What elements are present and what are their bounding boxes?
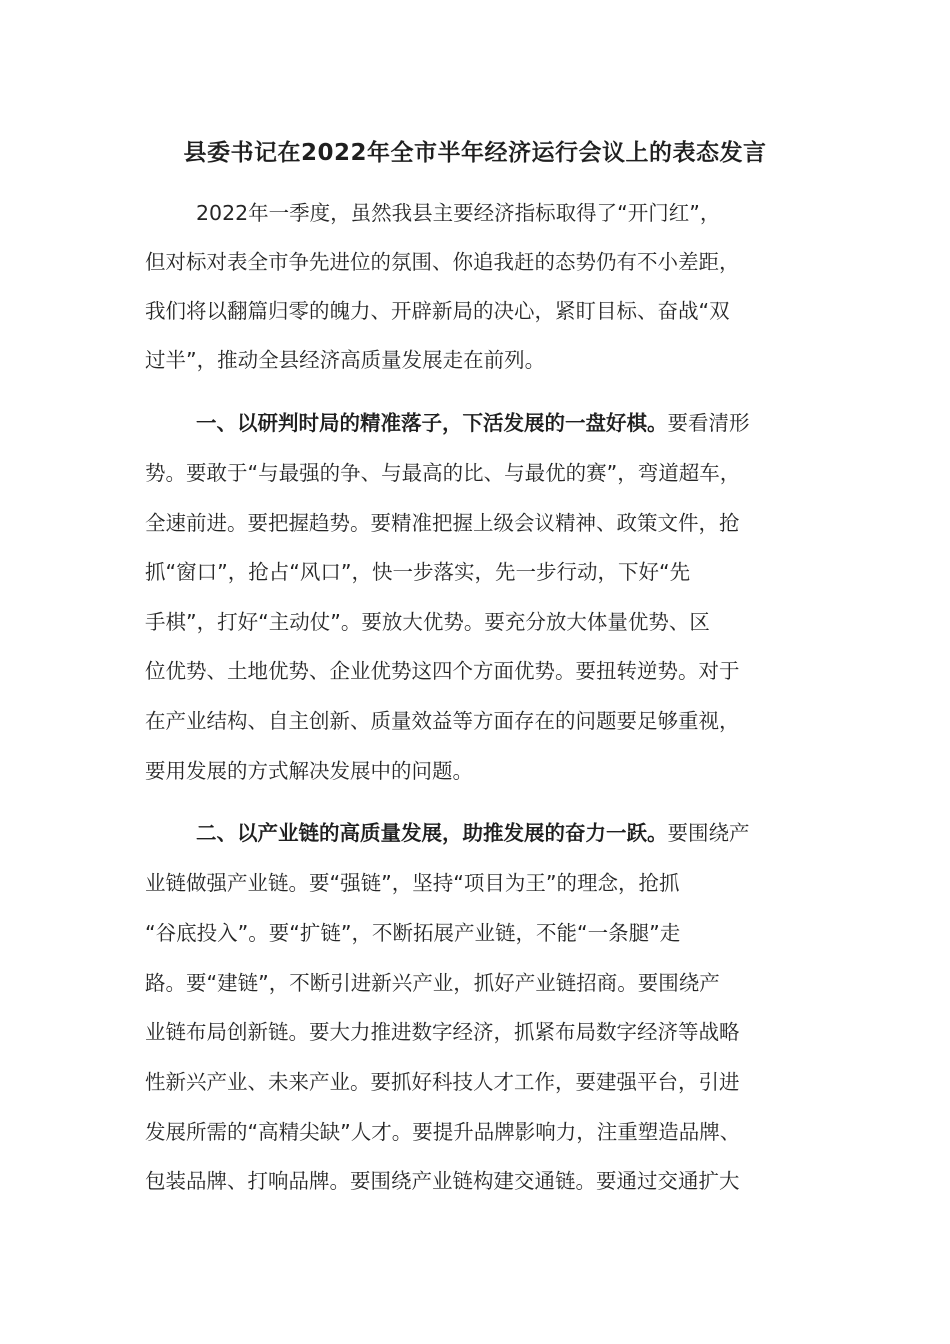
section-1-line: 全速前进。要把握趋势。要精准把握上级会议精神、政策文件，抢 [145, 511, 740, 535]
section-2-heading: 二、以产业链的高质量发展，助推发展的奋力一跃。 [196, 821, 668, 845]
section-2-line: 性新兴产业、未来产业。要抓好科技人才工作，要建强平台，引进 [145, 1070, 740, 1094]
intro-line-3: 我们将以翻篇归零的魄力、开辟新局的决心，紧盯目标、奋战“双 [145, 299, 730, 323]
section-2-line: 业链布局创新链。要大力推进数字经济，抓紧布局数字经济等战略 [145, 1020, 740, 1044]
section-1-first-line-rest: 要看清形 [667, 411, 750, 435]
section-2-line: 业链做强产业链。要“强链”，坚持“项目为王”的理念，抢抓 [145, 871, 680, 895]
section-1-line: 在产业结构、自主创新、质量效益等方面存在的问题要足够重视， [145, 709, 740, 733]
section-2-line: 路。要“建链”，不断引进新兴产业，抓好产业链招商。要围绕产 [145, 971, 720, 995]
section-2-line: 包装品牌、打响品牌。要围绕产业链构建交通链。要通过交通扩大 [145, 1169, 740, 1193]
section-1-line: 要用发展的方式解决发展中的问题。 [145, 759, 473, 783]
intro-line-1: 2022年一季度，虽然我县主要经济指标取得了“开门红”， [196, 201, 721, 225]
section-2-line: 发展所需的“高精尖缺”人才。要提升品牌影响力，注重塑造品牌、 [145, 1120, 741, 1144]
section-1-line: 抓“窗口”，抢占“风口”，快一步落实，先一步行动，下好“先 [145, 560, 691, 584]
section-1-first-line [196, 408, 750, 438]
document-title: 县委书记在2022年全市半年经济运行会议上的表态发言 [183, 140, 767, 166]
section-1-heading: 一、以研判时局的精准落子，下活发展的一盘好棋。 [196, 411, 668, 435]
section-1-line: 手棋”，打好“主动仗”。要放大优势。要充分放大体量优势、区 [145, 610, 710, 634]
section-1-line: 势。要敢于“与最强的争、与最高的比、与最优的赛”，弯道超车， [145, 461, 741, 485]
intro-line-4: 过半”，推动全县经济高质量发展走在前列。 [145, 348, 546, 372]
section-2-first-line-rest: 要围绕产 [667, 821, 750, 845]
section-1-line: 位优势、土地优势、企业优势这四个方面优势。要扭转逆势。对于 [145, 659, 740, 683]
intro-line-2: 但对标对表全市争先进位的氛围、你追我赶的态势仍有不小差距， [145, 250, 740, 274]
section-2-first-line [196, 818, 750, 848]
section-2-line: “谷底投入”。要“扩链”，不断拓展产业链，不能“一条腿”走 [145, 921, 681, 945]
